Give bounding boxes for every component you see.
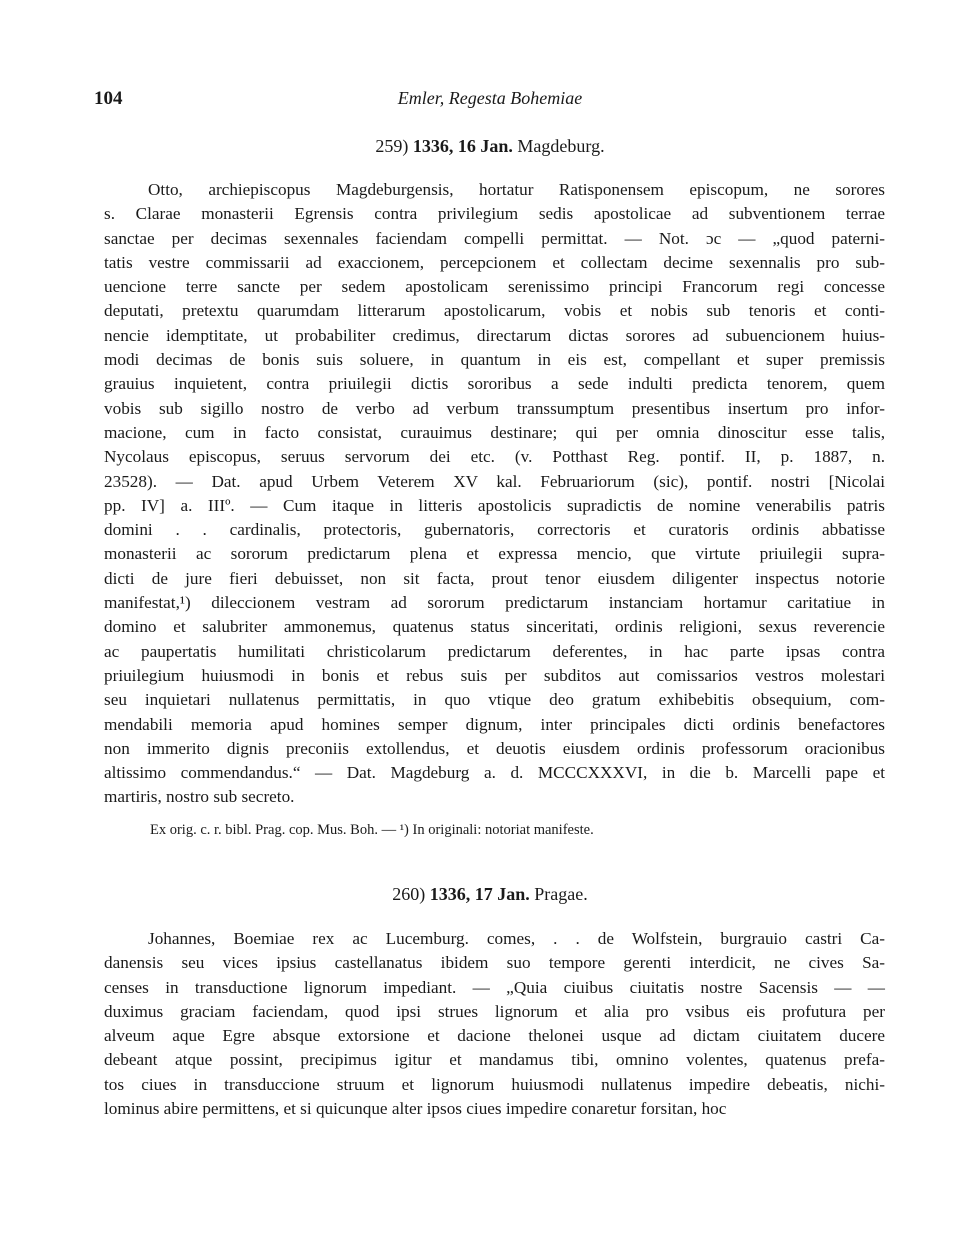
text-line: uencione terre sancte per sedem apostolicam serenissimo principi Francorum regi concesse	[104, 277, 885, 297]
text-line: censes in transductione lignorum impediant. — „Quia ciuibus ciuitatis nostre Sacensis — —	[104, 977, 885, 997]
text-line: Johannes, Boemiae rex ac Lucemburg. comes, . . de Wolfstein, burgrauio castri Ca-	[148, 929, 885, 948]
text-line: non immerito dignis preconiis extollendus, et deuotis eiusdem ordinis professorum oracionibus	[104, 738, 885, 758]
text-line: mendabili memoria apud homines semper dignum, inter principales dicti ordinis benefactores	[104, 714, 885, 734]
text-line: grauius inquietent, contra priuilegii dictis sororibus a sede indulti predicta tenorem, quem	[104, 374, 885, 394]
text-line: martiris, nostro sub secreto.	[104, 787, 295, 807]
text-line: domini . . cardinalis, protectoris, gubernatoris, correctoris et curatoris ordinis abbatisse	[104, 520, 885, 540]
text-line: 23528). — Dat. apud Urbem Veterem XV kal. Februariorum (sic), pontif. nostri [Nicolai	[104, 471, 885, 491]
text-line: monasterii ac sororum predictarum plena et expressa mencio, que virtute priuilegii supra-	[104, 544, 885, 564]
entry-260-heading	[94, 884, 886, 905]
text-line: duximus graciam faciendam, quod ipsi strues lignorum et alia pro vsibus eis profutura per	[104, 1001, 885, 1021]
text-line: ac paupertatis humilitati christicolarum predictarum deferentes, in hac parte ipsas contra	[104, 641, 885, 661]
text-line: s. Clarae monasterii Egrensis contra privilegium sedis apostolicae ad subventionem terrae	[104, 204, 885, 224]
text-line: dicti de jure fieri debuisset, non sit facta, prout tenor eiusdem diligenter inspectus notorie	[104, 568, 885, 588]
running-head	[94, 88, 886, 114]
text-line: altissimo commendandus.“ — Dat. Magdeburg a. d. MCCCXXXVI, in die b. Marcelli pape et	[104, 763, 885, 783]
text-line: domino et salubriter ammonemus, quatenus status sinceritati, ordinis religioni, sexus reverencie	[104, 617, 885, 637]
text-line: debeant atque possint, precipimus igitur et mandamus tibi, omnino volentes, quatenus prefa-	[104, 1050, 885, 1070]
entry-date: 1336, 16 Jan.	[412, 136, 513, 156]
text-line: nencie idemptitate, ut probabiliter credimus, directarum dictas sorores ad subuencionem huius-	[104, 325, 885, 345]
text-line: modi decimas de bonis suis soluere, in quantum in eis est, compellant et super premissis	[104, 350, 885, 370]
text-line: macione, cum in facto consistat, curauimus destinare; qui per omnia dinoscitur esse talis,	[104, 422, 885, 442]
entry-date: 1336, 17 Jan.	[429, 884, 530, 904]
entry-259-heading	[94, 136, 886, 157]
entry-number: 259)	[375, 136, 409, 156]
entry-260-text	[104, 927, 885, 1121]
text-line: lominus abire permittens, et si quicunque alter ipsos ciues impedire conaretur forsitan, hoc	[104, 1099, 727, 1119]
text-line: Otto, archiepiscopus Magdeburgensis, hortatur Ratisponensem episcopum, ne sorores	[148, 180, 885, 199]
text-line: tos ciues in transduccione struum et lignorum huiusmodi nullatenus impedire debeatis, nichi-	[104, 1074, 885, 1094]
page-number: 104	[94, 88, 123, 109]
entry-place: Pragae.	[534, 884, 588, 904]
entry-259-text	[104, 178, 885, 810]
text-line: seu inquietari nullatenus permittatis, in quo vtique deo gratum exhibebitis obsequium, com-	[104, 690, 885, 710]
text-line: pp. IV] a. IIIº. — Cum itaque in litteris apostolicis supradictis de nomine venerabilis patris	[104, 495, 885, 515]
entry-place: Magdeburg.	[517, 136, 605, 156]
text-line: priuilegium huiusmodi in bonis et rebus suis per subditos aut comissarios vestros molestari	[104, 665, 885, 685]
text-line: manifestat,¹) dileccionem vestram ad sororum predictarum instanciam hortamur caritatiue in	[104, 593, 885, 613]
text-line: Nycolaus episcopus, seruus servorum dei etc. (v. Potthast Reg. pontif. II, p. 1887, n.	[104, 447, 885, 467]
source-note: Ex orig. c. r. bibl. Prag. cop. Mus. Boh. — ¹) In originali: notoriat manifeste.	[150, 822, 594, 838]
text-line: alveum aque Egre absque extorsione et dacione thelonei usque ad dictam ciuitatem ducere	[104, 1026, 885, 1046]
entry-number: 260)	[392, 884, 426, 904]
text-line: danensis seu vices ipsius castellanatus ibidem suo tempore gerenti interdicit, ne cives Sa-	[104, 953, 885, 973]
text-line: sanctae per decimas sexennales faciendam compelli permittat. — Not. ɔc — „quod paterni-	[104, 228, 885, 248]
text-line: deputati, pretextu quarumdam litterarum apostolicarum, vobis et nobis sub tenoris et conti-	[104, 301, 885, 321]
running-title: Emler, Regesta Bohemiae	[397, 88, 583, 108]
text-line: tatis vestre commissarii ad exaccionem, percepcionem et collectam decime sexennalis pro sub-	[104, 252, 885, 272]
text-line: vobis sub sigillo nostro de verbo ad verbum transsumptum presentibus insertum pro infor-	[104, 398, 885, 418]
